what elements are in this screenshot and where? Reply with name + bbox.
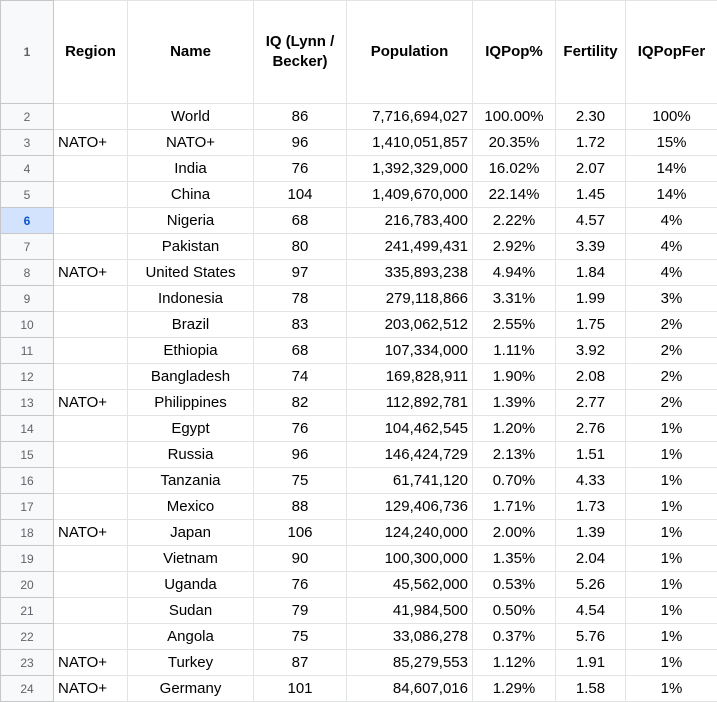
cell-fertility[interactable]: 4.57	[556, 208, 626, 234]
table-row	[1, 598, 717, 624]
table-row	[1, 676, 717, 702]
cell-region[interactable]	[54, 364, 128, 390]
cell-fertility[interactable]: 2.08	[556, 364, 626, 390]
cell-iqpopfer[interactable]: 100%	[626, 104, 717, 130]
cell-iq[interactable]: 82	[254, 390, 347, 416]
cell-iqpopfer[interactable]: 1%	[626, 624, 717, 650]
table-row	[1, 390, 717, 416]
row-header[interactable]: 4	[1, 156, 54, 182]
cell-iqpop-pct[interactable]: 2.13%	[473, 442, 556, 468]
cell-region[interactable]: NATO+	[54, 520, 128, 546]
row-header[interactable]: 13	[1, 390, 54, 416]
header-cell-iqpopfer[interactable]: IQPopFer	[626, 1, 717, 104]
cell-iqpopfer[interactable]: 14%	[626, 156, 717, 182]
cell-iq[interactable]: 90	[254, 546, 347, 572]
header-cell-name[interactable]: Name	[128, 1, 254, 104]
table-row	[1, 546, 717, 572]
cell-population[interactable]: 85,279,553	[347, 650, 473, 676]
cell-name[interactable]: Philippines	[128, 390, 254, 416]
cell-name[interactable]: Turkey	[128, 650, 254, 676]
cell-fertility[interactable]: 2.30	[556, 104, 626, 130]
header-cell-iq[interactable]: IQ (Lynn / Becker)	[254, 1, 347, 104]
cell-iqpopfer[interactable]: 1%	[626, 468, 717, 494]
cell-iq[interactable]: 79	[254, 598, 347, 624]
row-header[interactable]: 15	[1, 442, 54, 468]
cell-iqpopfer[interactable]: 1%	[626, 598, 717, 624]
cell-region[interactable]	[54, 156, 128, 182]
cell-fertility[interactable]: 1.84	[556, 260, 626, 286]
cell-name[interactable]: Brazil	[128, 312, 254, 338]
table-row	[1, 338, 717, 364]
cell-fertility[interactable]: 2.04	[556, 546, 626, 572]
cell-iq[interactable]: 88	[254, 494, 347, 520]
cell-iqpopfer[interactable]: 1%	[626, 494, 717, 520]
header-cell-region[interactable]: Region	[54, 1, 128, 104]
cell-iqpopfer[interactable]: 1%	[626, 650, 717, 676]
header-cell-iqpop-pct[interactable]: IQPop%	[473, 1, 556, 104]
row-header[interactable]: 9	[1, 286, 54, 312]
cell-name[interactable]: Germany	[128, 676, 254, 702]
cell-iq[interactable]: 76	[254, 416, 347, 442]
row-header[interactable]: 2	[1, 104, 54, 130]
table-row	[1, 312, 717, 338]
cell-iq[interactable]: 106	[254, 520, 347, 546]
table-row	[1, 442, 717, 468]
row-header[interactable]: 12	[1, 364, 54, 390]
cell-name[interactable]: Vietnam	[128, 546, 254, 572]
table-row	[1, 468, 717, 494]
cell-population[interactable]: 61,741,120	[347, 468, 473, 494]
cell-fertility[interactable]: 2.07	[556, 156, 626, 182]
cell-population[interactable]: 124,240,000	[347, 520, 473, 546]
cell-population[interactable]: 1,409,670,000	[347, 182, 473, 208]
cell-iq[interactable]: 74	[254, 364, 347, 390]
cell-iqpop-pct[interactable]: 2.22%	[473, 208, 556, 234]
header-row	[1, 1, 717, 104]
cell-name[interactable]: Mexico	[128, 494, 254, 520]
cell-population[interactable]: 33,086,278	[347, 624, 473, 650]
row-header[interactable]: 14	[1, 416, 54, 442]
cell-region[interactable]	[54, 416, 128, 442]
row-header[interactable]: 19	[1, 546, 54, 572]
cell-iq[interactable]: 78	[254, 286, 347, 312]
cell-population[interactable]: 7,716,694,027	[347, 104, 473, 130]
cell-fertility[interactable]: 3.39	[556, 234, 626, 260]
row-header[interactable]: 6	[1, 208, 54, 234]
row-header[interactable]: 23	[1, 650, 54, 676]
cell-population[interactable]: 1,392,329,000	[347, 156, 473, 182]
cell-fertility[interactable]: 2.76	[556, 416, 626, 442]
cell-iqpopfer[interactable]: 1%	[626, 442, 717, 468]
row-header[interactable]: 18	[1, 520, 54, 546]
cell-region[interactable]	[54, 104, 128, 130]
cell-fertility[interactable]: 1.75	[556, 312, 626, 338]
cell-iq[interactable]: 104	[254, 182, 347, 208]
cell-iqpopfer[interactable]: 1%	[626, 546, 717, 572]
cell-region[interactable]	[54, 208, 128, 234]
cell-region[interactable]	[54, 286, 128, 312]
cell-iqpopfer[interactable]: 2%	[626, 364, 717, 390]
cell-region[interactable]	[54, 234, 128, 260]
cell-iq[interactable]: 83	[254, 312, 347, 338]
cell-name[interactable]: United States	[128, 260, 254, 286]
cell-population[interactable]: 169,828,911	[347, 364, 473, 390]
cell-region[interactable]	[54, 624, 128, 650]
cell-population[interactable]: 1,410,051,857	[347, 130, 473, 156]
table-row	[1, 572, 717, 598]
cell-population[interactable]: 241,499,431	[347, 234, 473, 260]
cell-region[interactable]	[54, 468, 128, 494]
row-header[interactable]: 21	[1, 598, 54, 624]
table-row	[1, 234, 717, 260]
cell-population[interactable]: 107,334,000	[347, 338, 473, 364]
cell-population[interactable]: 41,984,500	[347, 598, 473, 624]
cell-iq[interactable]: 68	[254, 208, 347, 234]
cell-iqpopfer[interactable]: 4%	[626, 260, 717, 286]
cell-population[interactable]: 100,300,000	[347, 546, 473, 572]
cell-fertility[interactable]: 1.99	[556, 286, 626, 312]
cell-name[interactable]: NATO+	[128, 130, 254, 156]
cell-name[interactable]: Ethiopia	[128, 338, 254, 364]
cell-iqpop-pct[interactable]: 4.94%	[473, 260, 556, 286]
row-header[interactable]: 16	[1, 468, 54, 494]
cell-iqpopfer[interactable]: 4%	[626, 208, 717, 234]
row-header[interactable]: 17	[1, 494, 54, 520]
cell-fertility[interactable]: 1.73	[556, 494, 626, 520]
row-header[interactable]: 10	[1, 312, 54, 338]
row-header[interactable]: 8	[1, 260, 54, 286]
cell-population[interactable]: 45,562,000	[347, 572, 473, 598]
cell-population[interactable]: 216,783,400	[347, 208, 473, 234]
cell-iqpop-pct[interactable]: 0.70%	[473, 468, 556, 494]
cell-fertility[interactable]: 5.76	[556, 624, 626, 650]
cell-iqpopfer[interactable]: 1%	[626, 572, 717, 598]
cell-iqpop-pct[interactable]: 0.50%	[473, 598, 556, 624]
cell-iqpopfer[interactable]: 3%	[626, 286, 717, 312]
cell-iq[interactable]: 86	[254, 104, 347, 130]
cell-iq[interactable]: 96	[254, 130, 347, 156]
row-header[interactable]: 20	[1, 572, 54, 598]
cell-iqpopfer[interactable]: 2%	[626, 390, 717, 416]
cell-fertility[interactable]: 1.45	[556, 182, 626, 208]
table-row	[1, 520, 717, 546]
cell-iqpopfer[interactable]: 1%	[626, 520, 717, 546]
cell-fertility[interactable]: 1.58	[556, 676, 626, 702]
cell-fertility[interactable]: 1.39	[556, 520, 626, 546]
row-header[interactable]: 22	[1, 624, 54, 650]
cell-region[interactable]: NATO+	[54, 676, 128, 702]
cell-iqpop-pct[interactable]: 1.90%	[473, 364, 556, 390]
cell-name[interactable]: India	[128, 156, 254, 182]
cell-region[interactable]	[54, 442, 128, 468]
cell-iqpopfer[interactable]: 4%	[626, 234, 717, 260]
cell-iqpop-pct[interactable]: 2.00%	[473, 520, 556, 546]
cell-name[interactable]: Uganda	[128, 572, 254, 598]
cell-iq[interactable]: 96	[254, 442, 347, 468]
cell-iq[interactable]: 76	[254, 572, 347, 598]
cell-population[interactable]: 84,607,016	[347, 676, 473, 702]
cell-iqpopfer[interactable]: 2%	[626, 338, 717, 364]
cell-region[interactable]: NATO+	[54, 260, 128, 286]
cell-name[interactable]: World	[128, 104, 254, 130]
cell-fertility[interactable]: 5.26	[556, 572, 626, 598]
cell-region[interactable]	[54, 494, 128, 520]
table-row	[1, 624, 717, 650]
table-row	[1, 130, 717, 156]
cell-iqpop-pct[interactable]: 1.20%	[473, 416, 556, 442]
cell-iqpop-pct[interactable]: 16.02%	[473, 156, 556, 182]
cell-region[interactable]	[54, 182, 128, 208]
cell-iqpopfer[interactable]: 14%	[626, 182, 717, 208]
cell-name[interactable]: Sudan	[128, 598, 254, 624]
cell-name[interactable]: China	[128, 182, 254, 208]
cell-iqpop-pct[interactable]: 1.12%	[473, 650, 556, 676]
cell-name[interactable]: Pakistan	[128, 234, 254, 260]
cell-iq[interactable]: 75	[254, 468, 347, 494]
cell-iq[interactable]: 97	[254, 260, 347, 286]
cell-population[interactable]: 146,424,729	[347, 442, 473, 468]
cell-iqpop-pct[interactable]: 1.35%	[473, 546, 556, 572]
cell-region[interactable]	[54, 312, 128, 338]
cell-fertility[interactable]: 4.33	[556, 468, 626, 494]
header-cell-population[interactable]: Population	[347, 1, 473, 104]
cell-population[interactable]: 112,892,781	[347, 390, 473, 416]
cell-iqpop-pct[interactable]: 2.92%	[473, 234, 556, 260]
row-header[interactable]: 3	[1, 130, 54, 156]
cell-fertility[interactable]: 1.72	[556, 130, 626, 156]
cell-iqpop-pct[interactable]: 22.14%	[473, 182, 556, 208]
cell-fertility[interactable]: 4.54	[556, 598, 626, 624]
sheet-body	[1, 1, 717, 702]
table-row	[1, 260, 717, 286]
cell-iqpop-pct[interactable]: 1.29%	[473, 676, 556, 702]
cell-fertility[interactable]: 3.92	[556, 338, 626, 364]
cell-iqpop-pct[interactable]: 0.53%	[473, 572, 556, 598]
cell-population[interactable]: 129,406,736	[347, 494, 473, 520]
cell-name[interactable]: Tanzania	[128, 468, 254, 494]
cell-population[interactable]: 279,118,866	[347, 286, 473, 312]
table-row	[1, 104, 717, 130]
cell-iq[interactable]: 80	[254, 234, 347, 260]
cell-iqpop-pct[interactable]: 1.39%	[473, 390, 556, 416]
cell-name[interactable]: Egypt	[128, 416, 254, 442]
cell-region[interactable]	[54, 572, 128, 598]
table-row	[1, 416, 717, 442]
table-row	[1, 364, 717, 390]
table-row	[1, 208, 717, 234]
cell-iqpopfer[interactable]: 1%	[626, 676, 717, 702]
cell-iq[interactable]: 76	[254, 156, 347, 182]
cell-fertility[interactable]: 1.51	[556, 442, 626, 468]
row-header[interactable]: 1	[1, 1, 54, 104]
cell-fertility[interactable]: 2.77	[556, 390, 626, 416]
cell-iqpop-pct[interactable]: 1.71%	[473, 494, 556, 520]
cell-fertility[interactable]: 1.91	[556, 650, 626, 676]
cell-region[interactable]: NATO+	[54, 130, 128, 156]
cell-population[interactable]: 335,893,238	[347, 260, 473, 286]
cell-iqpop-pct[interactable]: 2.55%	[473, 312, 556, 338]
header-cell-fertility[interactable]: Fertility	[556, 1, 626, 104]
cell-population[interactable]: 104,462,545	[347, 416, 473, 442]
table-row	[1, 286, 717, 312]
cell-region[interactable]: NATO+	[54, 650, 128, 676]
cell-name[interactable]: Japan	[128, 520, 254, 546]
cell-name[interactable]: Angola	[128, 624, 254, 650]
table-row	[1, 494, 717, 520]
cell-population[interactable]: 203,062,512	[347, 312, 473, 338]
cell-iqpop-pct[interactable]: 0.37%	[473, 624, 556, 650]
cell-iqpopfer[interactable]: 15%	[626, 130, 717, 156]
cell-iqpop-pct[interactable]: 1.11%	[473, 338, 556, 364]
cell-iqpopfer[interactable]: 2%	[626, 312, 717, 338]
cell-iqpop-pct[interactable]: 20.35%	[473, 130, 556, 156]
table-row	[1, 182, 717, 208]
cell-region[interactable]	[54, 338, 128, 364]
cell-iqpop-pct[interactable]: 3.31%	[473, 286, 556, 312]
cell-name[interactable]: Russia	[128, 442, 254, 468]
table-row	[1, 156, 717, 182]
cell-iq[interactable]: 75	[254, 624, 347, 650]
cell-iqpop-pct[interactable]: 100.00%	[473, 104, 556, 130]
cell-iqpopfer[interactable]: 1%	[626, 416, 717, 442]
cell-name[interactable]: Nigeria	[128, 208, 254, 234]
row-header[interactable]: 5	[1, 182, 54, 208]
cell-name[interactable]: Indonesia	[128, 286, 254, 312]
cell-iq[interactable]: 101	[254, 676, 347, 702]
cell-region[interactable]: NATO+	[54, 390, 128, 416]
cell-region[interactable]	[54, 598, 128, 624]
cell-region[interactable]	[54, 546, 128, 572]
table-row	[1, 650, 717, 676]
cell-iq[interactable]: 68	[254, 338, 347, 364]
row-header[interactable]: 24	[1, 676, 54, 702]
cell-iq[interactable]: 87	[254, 650, 347, 676]
cell-name[interactable]: Bangladesh	[128, 364, 254, 390]
row-header[interactable]: 11	[1, 338, 54, 364]
row-header[interactable]: 7	[1, 234, 54, 260]
